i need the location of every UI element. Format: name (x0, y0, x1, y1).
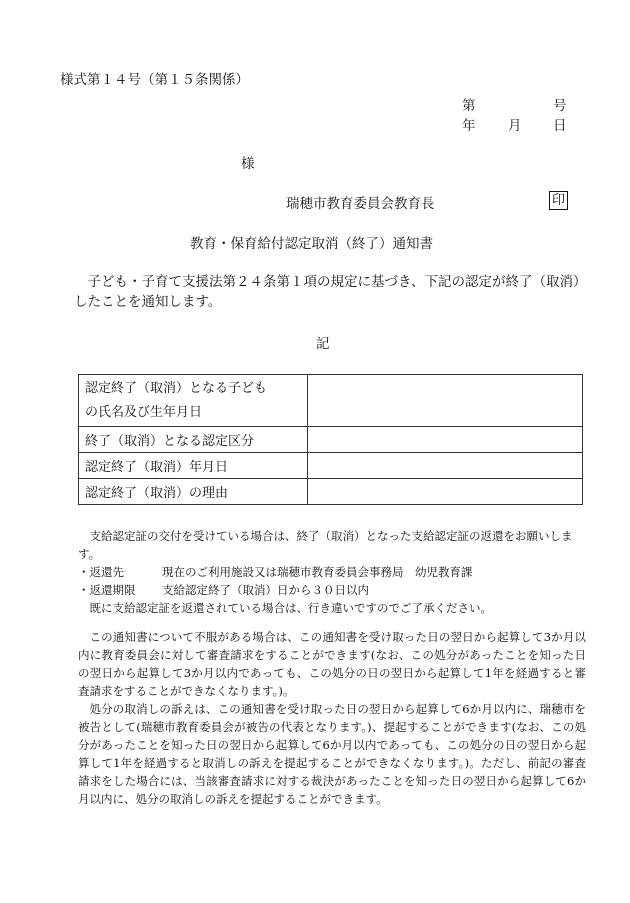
table-label-date: 認定終了（取消）年月日 (79, 453, 308, 479)
table-value-child (308, 375, 583, 427)
ki-heading: 記 (316, 336, 330, 352)
date-year: 年 (462, 118, 476, 134)
table-label-reason: 認定終了（取消）の理由 (79, 479, 308, 505)
document-title: 教育・保育給付認定取消（終了）通知書 (190, 236, 433, 252)
note-label: ・返還先 (78, 565, 124, 579)
table-row (79, 479, 583, 505)
date-day: 日 (553, 118, 567, 134)
notice-body: 子ども・子育て支援法第２４条第１項の規定に基づき、下記の認定が終了（取消）したことを通知します。 (74, 274, 587, 310)
recipient-honorific: 様 (241, 156, 255, 172)
document-number-prefix: 第 (462, 98, 476, 114)
note-already-returned: 既に支給認定証を返還されている場合は、行き違いですのでご了承ください。 (89, 601, 492, 615)
return-notes (78, 527, 588, 617)
date-month: 月 (508, 118, 522, 134)
table-value-reason (308, 479, 583, 505)
document-number (462, 94, 567, 114)
note-deadline (78, 581, 588, 599)
seal-mark: 印 (549, 191, 568, 210)
table-row (79, 427, 583, 453)
appeal-review-request: この通知書について不服がある場合は、この通知書を受け取った日の翌日から起算して3か月以内に教育委員会に対して審査請求をすることができます(なお、この処分があったことを知った日の翌日から起算して3か月以内であっても、この処分の日の翌日から起算して1年を経過すると審査請求をすることができなくなります。)。 (78, 630, 586, 698)
table-label-line: の氏名及び生年月日 (85, 404, 203, 420)
note-return-request: 支給認定証の交付を受けている場合は、終了（取消）となった支給認定証の返還をお願いします。 (78, 529, 573, 561)
table-row (79, 453, 583, 479)
table-row (79, 375, 583, 427)
note-label: ・返還期限 (78, 583, 136, 597)
table-value-category (308, 427, 583, 453)
form-number: 様式第１４号（第１５条関係） (60, 72, 249, 88)
table-label-category: 終了（取消）となる認定区分 (79, 427, 308, 453)
note-value: 支給認定終了（取消）日から３０日以内 (162, 583, 369, 597)
certification-table (78, 374, 583, 505)
appeal-notice (78, 628, 586, 808)
document-number-suffix: 号 (553, 98, 567, 114)
note-value: 現在のご利用施設又は瑞穂市教育委員会事務局 幼児教育課 (162, 565, 473, 579)
table-label-child (79, 375, 308, 427)
table-label-line: 認定終了（取消）となる子ども (85, 380, 268, 396)
appeal-lawsuit: 処分の取消しの訴えは、この通知書を受け取った日の翌日から起算して6か月以内に、瑞穂市を被告として(瑞穂市教育委員会が被告の代表となります。)、提起することができます(なお、この処分があったことを知った日の翌日から起算して6か月以内であっても、この処分の日の翌日から起算して1年を経過すると取消しの訴えを提起することができなくなります。)。ただし、前記の審査請求をした場合には、当該審査請求に対する裁決があったことを知った日の翌日から起算して6か月以内に、処分の取消しの訴えを提起することができます。 (78, 702, 586, 806)
issuer-name: 瑞穂市教育委員会教育長 (286, 196, 435, 212)
note-return-to (78, 563, 588, 581)
table-value-date (308, 453, 583, 479)
